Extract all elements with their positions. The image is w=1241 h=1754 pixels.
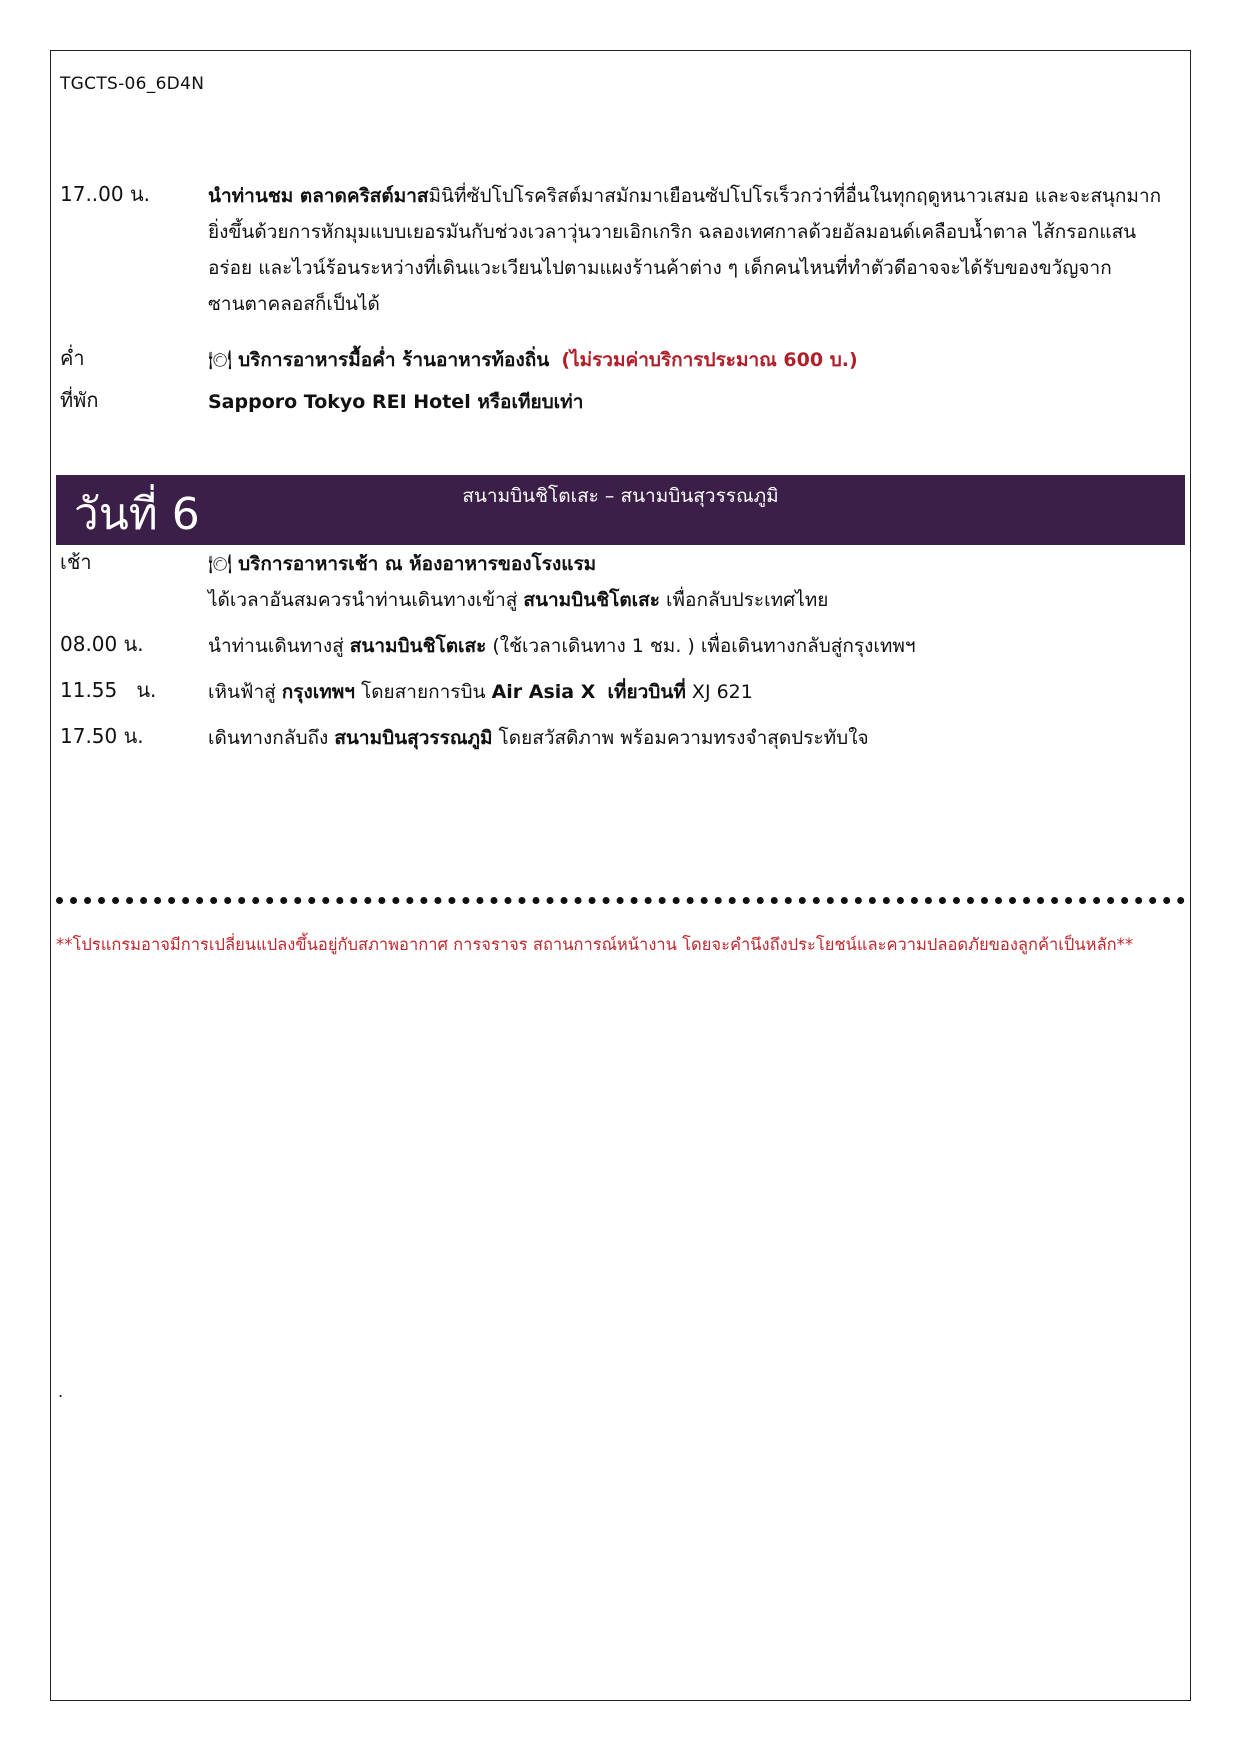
breakfast-text: บริการอาหารเช้า ณ ห้องอาหารของโรงแรม (238, 553, 597, 575)
time-label: 17..00 น. (60, 182, 150, 206)
item3-content (208, 720, 1189, 756)
itinerary-row-evening (60, 178, 1189, 322)
program-change-note: **โปรแกรมอาจมีการเปลี่ยนแปลงขึ้นอยู่กับสภาพอากาศ การจราจร สถานการณ์หน้างาน โดยจะคำนึงถึงประโยชน์และความปลอดภัยของลูกค้าเป็นหลัก** (56, 935, 1134, 954)
evening-line3: อร่อย และไวน์ร้อนระหว่างที่เดินแวะเวียนไปตามแผงร้านค้าต่าง ๆ เด็กคนไหนที่ทำตัวดีอาจจะได้รับของขวัญจาก (208, 257, 1112, 279)
evening-line4: ซานตาคลอสก็เป็นได้ (208, 293, 380, 315)
dinner-content (208, 342, 1189, 378)
item1-content (208, 628, 1189, 664)
flight-label: เที่ยวบินที่ (607, 681, 686, 703)
morning-label: เช้า (60, 550, 92, 574)
itinerary-row-hotel (60, 384, 1189, 420)
item2-bold: กรุงเทพฯ (281, 681, 355, 703)
item1-pre: นำท่านเดินทางสู่ (208, 635, 350, 657)
item3-pre: เดินทางกลับถึง (208, 727, 335, 749)
item1-post: (ใช้เวลาเดินทาง 1 ชม. ) เพื่อเดินทางกลับสู่กรุงเทพฯ (486, 635, 916, 657)
day-label: วันที่ 6 (74, 489, 200, 540)
itinerary-row-dinner (60, 342, 1189, 378)
day-header (56, 475, 1185, 545)
time-label: 08.00 น. (60, 632, 144, 656)
itinerary-row-0800 (60, 628, 1189, 664)
item1-bold: สนามบินชิโตเสะ (349, 635, 487, 657)
hotel-text: Sapporo Tokyo REI Hotel หรือเทียบเท่า (208, 391, 584, 413)
item2-pre: เหินฟ้าสู่ (208, 681, 282, 703)
day-route: สนามบินชิโตเสะ – สนามบินสุวรรณภูมิ (462, 485, 779, 507)
meal-icon: 🍽 (208, 349, 233, 371)
item2-mid: โดยสายการบิน (354, 681, 492, 703)
itinerary-row-1155 (60, 674, 1189, 710)
hotel-label: ที่พัก (60, 388, 99, 412)
time-label: 11.55 น. (60, 678, 157, 702)
morning-content (208, 546, 1189, 618)
airline-name: Air Asia X (491, 681, 596, 703)
dotted-divider (56, 897, 1185, 904)
evening-highlight: นำท่านชม ตลาดคริสต์มาส (208, 185, 429, 207)
itinerary-row-morning (60, 546, 1189, 618)
document-code: TGCTS-06_6D4N (60, 74, 205, 94)
evening-line2: ยิ่งขึ้นด้วยการหักมุมแบบเยอรมันกับช่วงเวลาวุ่นวายเอิกเกริก ฉลองเทศกาลด้วยอัลมอนด์เคลือบน้ำตาล ไส้กรอกแสน (208, 221, 1137, 243)
item3-post: โดยสวัสดิภาพ พร้อมความทรงจำสุดประทับใจ (492, 727, 869, 749)
morning-line2-pre: ได้เวลาอันสมควรนำท่านเดินทางเข้าสู่ (208, 589, 524, 611)
morning-line2-bold: สนามบินชิโตเสะ (523, 589, 660, 611)
meal-label: ค่ำ (60, 346, 85, 370)
evening-description (208, 178, 1189, 322)
itinerary-row-1750 (60, 720, 1189, 756)
morning-line2-post: เพื่อกลับประเทศไทย (659, 589, 829, 611)
time-label: 17.50 น. (60, 724, 144, 748)
evening-line1: มินิที่ซัปโปโรคริสต์มาสมักมาเยือนซัปโปโรเร็วกว่าที่อื่นในทุกฤดูหนาวเสมอ และจะสนุกมาก (428, 185, 1162, 207)
dinner-text: บริการอาหารมื้อค่ำ ร้านอาหารท้องถิ่น (238, 349, 550, 371)
dinner-price-note: (ไม่รวมค่าบริการประมาณ 600 บ.) (561, 349, 858, 371)
item3-bold: สนามบินสุวรรณภูมิ (334, 727, 493, 749)
flight-number: XJ 621 (685, 681, 753, 703)
item2-content (208, 674, 1189, 710)
stray-dot: . (58, 1382, 64, 1401)
meal-icon: 🍽 (208, 553, 233, 575)
